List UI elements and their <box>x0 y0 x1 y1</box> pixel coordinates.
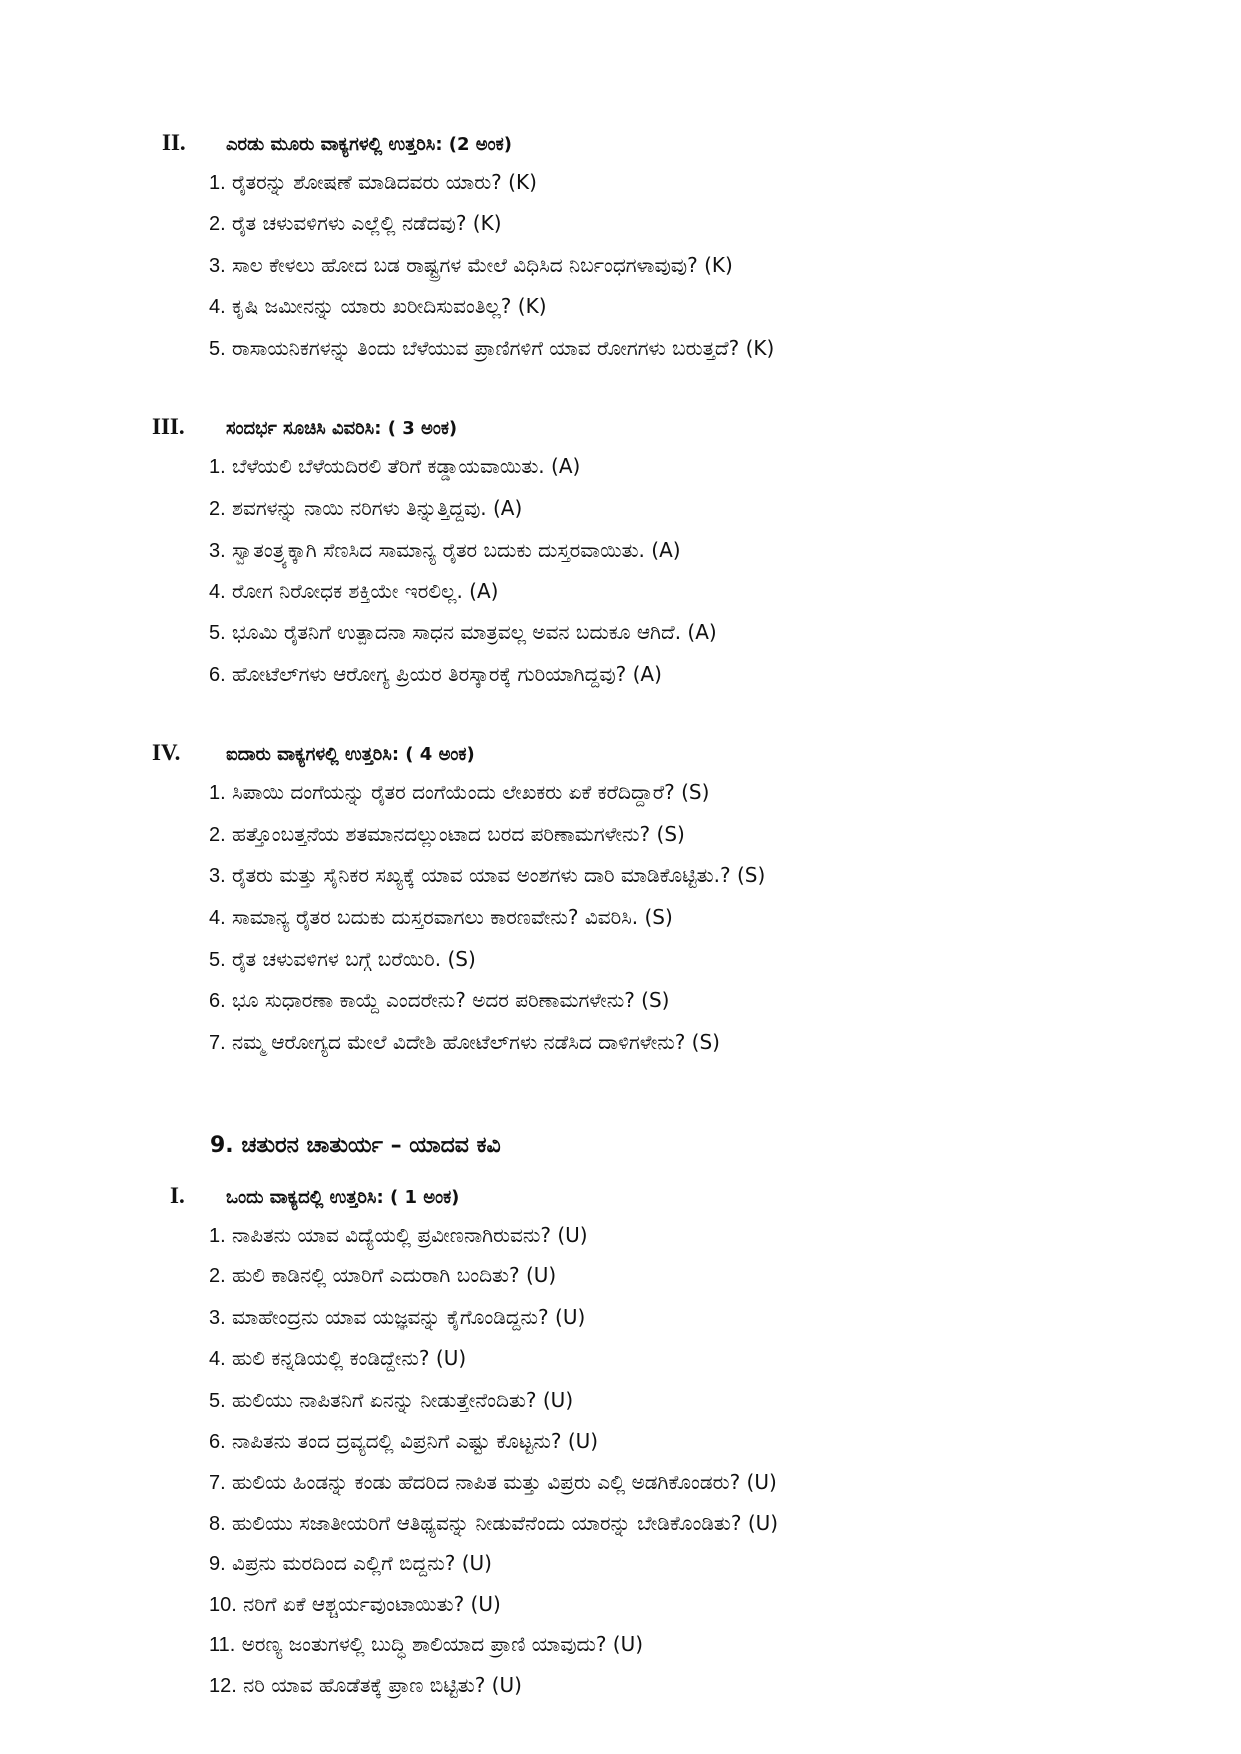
question-number: 1. <box>209 1225 226 1247</box>
question-text: ಬೆಳೆಯಲಿ ಬೆಳೆಯದಿರಲಿ ತೆರಿಗೆ ಕಡ್ಡಾಯವಾಯಿತು. (A) <box>232 454 581 478</box>
question-item <box>209 622 717 643</box>
question-item <box>209 540 681 561</box>
question-text: ಶವಗಳನ್ನು ನಾಯಿ ನರಿಗಳು ತಿನ್ನುತ್ತಿದ್ದವು. (A) <box>232 496 523 520</box>
question-item <box>209 1032 720 1053</box>
question-text: ಭೂ ಸುಧಾರಣಾ ಕಾಯ್ದೆ ಎಂದರೇನು? ಅದರ ಪರಿಣಾಮಗಳೇನು? (S) <box>232 988 670 1012</box>
question-text: ಸಾಲ ಕೇಳಲು ಹೋದ ಬಡ ರಾಷ್ಟ್ರಗಳ ಮೇಲೆ ವಿಧಿಸಿದ ನಿರ್ಬಂಧಗಳಾವುವು? (K) <box>232 253 733 277</box>
section-heading <box>152 740 475 766</box>
question-item <box>209 907 673 928</box>
question-item <box>209 172 537 193</box>
question-number: 6. <box>209 1431 226 1453</box>
question-text: ರೈತರು ಮತ್ತು ಸೈನಿಕರ ಸಖ್ಯಕ್ಕೆ ಯಾವ ಯಾವ ಅಂಶಗಳು ದಾರಿ ಮಾಡಿಕೊಟ್ಟಿತು.? (S) <box>232 863 766 887</box>
question-number: 7. <box>209 1032 226 1054</box>
question-item <box>209 456 580 477</box>
question-item <box>209 1553 492 1574</box>
section-title: ಐದಾರು ವಾಕ್ಯಗಳಲ್ಲಿ ಉತ್ತರಿಸಿ: ( 4 ಅಂಕ) <box>226 744 475 765</box>
question-number: 4. <box>209 907 226 929</box>
question-text: ರಾಸಾಯನಿಕಗಳನ್ನು ತಿಂದು ಬೆಳೆಯುವ ಪ್ರಾಣಿಗಳಿಗೆ ಯಾವ ರೋಗಗಳು ಬರುತ್ತದೆ? (K) <box>232 336 775 360</box>
question-item <box>209 581 498 602</box>
question-item <box>209 296 547 317</box>
section-heading <box>170 1183 459 1209</box>
question-text: ಕೃಷಿ ಜಮೀನನ್ನು ಯಾರು ಖರೀದಿಸುವಂತಿಲ್ಲ? (K) <box>232 294 547 318</box>
question-number: 2. <box>209 498 226 520</box>
section-heading <box>152 414 457 440</box>
question-text: ರೈತ ಚಳುವಳಿಗಳ ಬಗ್ಗೆ ಬರೆಯಿರಿ. (S) <box>232 947 476 971</box>
question-item <box>209 1675 522 1696</box>
question-text: ಮಾಹೇಂದ್ರನು ಯಾವ ಯಜ್ಞವನ್ನು ಕೈಗೊಂಡಿದ್ದನು? (U) <box>232 1305 586 1329</box>
question-text: ಹುಲಿ ಕಾಡಿನಲ್ಲಿ ಯಾರಿಗೆ ಎದುರಾಗಿ ಬಂದಿತು? (U) <box>232 1263 557 1287</box>
question-text: ಹುಲಿ ಕನ್ನಡಿಯಲ್ಲಿ ಕಂಡಿದ್ದೇನು? (U) <box>232 1346 467 1370</box>
question-item <box>209 990 669 1011</box>
question-item <box>209 1634 643 1655</box>
question-number: 1. <box>209 456 226 478</box>
question-text: ರೈತ ಚಳುವಳಿಗಳು ಎಲ್ಲೆಲ್ಲಿ ನಡೆದವು? (K) <box>232 211 502 235</box>
question-text: ಅರಣ್ಯ ಜಂತುಗಳಲ್ಲಿ ಬುದ್ಧಿ ಶಾಲಿಯಾದ ಪ್ರಾಣಿ ಯಾವುದು? (U) <box>241 1632 644 1656</box>
question-text: ಹುಲಿಯು ನಾಪಿತನಿಗೆ ಏನನ್ನು ನೀಡುತ್ತೇನೆಂದಿತು? (U) <box>232 1388 574 1412</box>
question-number: 5. <box>209 622 226 644</box>
question-item <box>209 498 522 519</box>
question-text: ಹತ್ತೊಂಬತ್ತನೆಯ ಶತಮಾನದಲ್ಲುಂಟಾದ ಬರದ ಪರಿಣಾಮಗಳೇನು? (S) <box>232 822 685 846</box>
question-item <box>209 1472 777 1493</box>
question-number: 2. <box>209 213 226 235</box>
section-number: IV. <box>152 740 181 765</box>
question-number: 8. <box>209 1513 226 1535</box>
question-text: ಹುಲಿಯ ಹಿಂಡನ್ನು ಕಂಡು ಹೆದರಿದ ನಾಪಿತ ಮತ್ತು ವಿಪ್ರರು ಎಲ್ಲಿ ಅಡಗಿಕೊಂಡರು? (U) <box>232 1470 777 1494</box>
question-number: 5. <box>209 338 226 360</box>
question-item <box>209 1390 573 1411</box>
question-number: 6. <box>209 664 226 686</box>
question-number: 2. <box>209 824 226 846</box>
question-number: 4. <box>209 1348 226 1370</box>
question-number: 3. <box>209 540 226 562</box>
question-text: ನಾಪಿತನು ತಂದ ದ್ರವ್ಯದಲ್ಲಿ ವಿಪ್ರನಿಗೆ ಎಷ್ಟು ಕೊಟ್ಟನು? (U) <box>232 1429 599 1453</box>
question-item <box>209 1594 501 1615</box>
question-item <box>209 255 733 276</box>
question-text: ಸಾಮಾನ್ಯ ರೈತರ ಬದುಕು ದುಸ್ತರವಾಗಲು ಕಾರಣವೇನು? ವಿವರಿಸಿ. (S) <box>232 905 673 929</box>
question-number: 6. <box>209 990 226 1012</box>
question-number: 2. <box>209 1265 226 1287</box>
question-text: ವಿಪ್ರನು ಮರದಿಂದ ಎಲ್ಲಿಗೆ ಬಿದ್ದನು? (U) <box>232 1551 492 1575</box>
question-number: 4. <box>209 296 226 318</box>
question-number: 3. <box>209 865 226 887</box>
section-number: I. <box>170 1183 185 1208</box>
question-item <box>209 338 774 359</box>
question-item <box>209 782 709 803</box>
question-number: 5. <box>209 949 226 971</box>
question-text: ನರಿಗೆ ಏಕೆ ಆಶ್ಚರ್ಯವುಂಟಾಯಿತು? (U) <box>243 1592 501 1616</box>
question-text: ನಾಪಿತನು ಯಾವ ವಿದ್ಯೆಯಲ್ಲಿ ಪ್ರವೀಣನಾಗಿರುವನು? (U) <box>232 1223 588 1247</box>
question-number: 1. <box>209 172 226 194</box>
question-item <box>209 865 765 886</box>
section-number: II. <box>162 130 186 155</box>
section-number: III. <box>152 414 185 439</box>
question-number: 1. <box>209 782 226 804</box>
question-text: ರೈತರನ್ನು ಶೋಷಣೆ ಮಾಡಿದವರು ಯಾರು? (K) <box>232 170 537 194</box>
question-item <box>209 1348 466 1369</box>
question-text: ಸಿಪಾಯಿ ದಂಗೆಯನ್ನು ರೈತರ ದಂಗೆಯೆಂದು ಲೇಖಕರು ಏಕೆ ಕರೆದಿದ್ದಾರೆ? (S) <box>232 780 710 804</box>
question-item <box>209 1513 778 1534</box>
question-item <box>209 1225 588 1246</box>
question-text: ಹೋಟೆಲ್‌ಗಳು ಆರೋಗ್ಯ ಪ್ರಿಯರ ತಿರಸ್ಕಾರಕ್ಕೆ ಗುರಿಯಾಗಿದ್ದವು? (A) <box>232 662 662 686</box>
question-number: 11. <box>209 1634 236 1656</box>
question-item <box>209 664 662 685</box>
question-item <box>209 213 502 234</box>
section-heading <box>162 130 512 156</box>
question-item <box>209 1431 598 1452</box>
question-text: ಸ್ವಾತಂತ್ರ್ಯಕ್ಕಾಗಿ ಸೆಣಸಿದ ಸಾಮಾನ್ಯ ರೈತರ ಬದುಕು ದುಸ್ತರವಾಯಿತು. (A) <box>232 538 681 562</box>
question-number: 3. <box>209 255 226 277</box>
question-item <box>209 949 476 970</box>
question-number: 5. <box>209 1390 226 1412</box>
question-number: 10. <box>209 1594 237 1616</box>
section-title: ಎರಡು ಮೂರು ವಾಕ್ಯಗಳಲ್ಲಿ ಉತ್ತರಿಸಿ: (2 ಅಂಕ) <box>226 134 512 155</box>
question-number: 12. <box>209 1675 237 1697</box>
section-title: ಒಂದು ವಾಕ್ಯದಲ್ಲಿ ಉತ್ತರಿಸಿ: ( 1 ಅಂಕ) <box>226 1187 460 1208</box>
question-number: 3. <box>209 1307 226 1329</box>
question-number: 7. <box>209 1472 226 1494</box>
question-text: ಭೂಮಿ ರೈತನಿಗೆ ಉತ್ಪಾದನಾ ಸಾಧನ ಮಾತ್ರವಲ್ಲ ಅವನ ಬದುಕೂ ಆಗಿದೆ. (A) <box>232 620 717 644</box>
question-text: ನಮ್ಮ ಆರೋಗ್ಯದ ಮೇಲೆ ವಿದೇಶಿ ಹೋಟೆಲ್‌ಗಳು ನಡೆಸಿದ ದಾಳಿಗಳೇನು? (S) <box>232 1030 720 1054</box>
section-title: ಸಂದರ್ಭ ಸೂಚಿಸಿ ವಿವರಿಸಿ: ( 3 ಅಂಕ) <box>226 418 458 439</box>
question-text: ರೋಗ ನಿರೋಧಕ ಶಕ್ತಿಯೇ ಇರಲಿಲ್ಲ. (A) <box>232 579 499 603</box>
question-number: 4. <box>209 581 226 603</box>
question-text: ಹುಲಿಯು ಸಜಾತೀಯರಿಗೆ ಆತಿಥ್ಯವನ್ನು ನೀಡುವೆನೆಂದು ಯಾರನ್ನು ಬೇಡಿಕೊಂಡಿತು? (U) <box>232 1511 779 1535</box>
question-item <box>209 824 685 845</box>
question-item <box>209 1265 556 1286</box>
lesson-title: 9. ಚತುರನ ಚಾತುರ್ಯ – ಯಾದವ ಕವಿ <box>210 1133 501 1158</box>
question-number: 9. <box>209 1553 226 1575</box>
question-item <box>209 1307 585 1328</box>
question-text: ನರಿ ಯಾವ ಹೊಡೆತಕ್ಕೆ ಪ್ರಾಣ ಬಿಟ್ಟಿತು? (U) <box>243 1673 522 1697</box>
